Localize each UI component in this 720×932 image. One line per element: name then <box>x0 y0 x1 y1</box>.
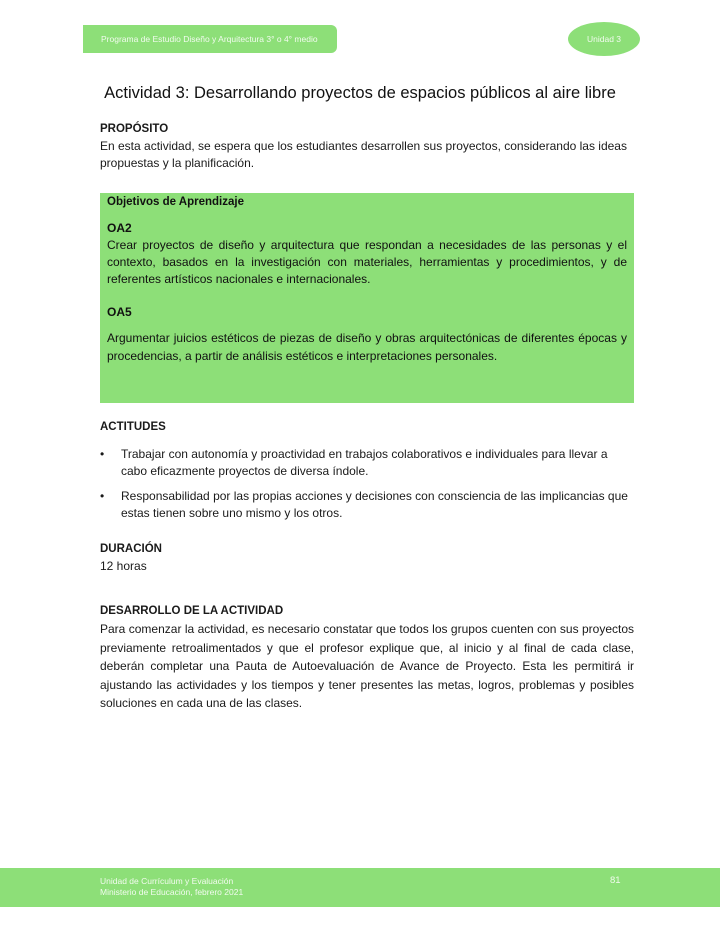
attitude-text: Responsabilidad por las propias acciones y decisiones con consciencia de las implicancias que estas tienen sobre uno mismo y los otros. <box>121 489 628 520</box>
oa2-code: OA2 <box>107 221 132 235</box>
development-text: Para comenzar la actividad, es necesario constatar que todos los grupos cuenten con sus proyectos previamente retroalimentados y que el profesor explique que, al inicio y al final de cada clase, deberán completar una Pauta de Autoevaluación de Avance de Proyecto. Esta les permitirá ir ajustando las actividades y los tiempos y tener presentes las metas, logros, problemas y posibles soluciones en cada una de las clases. <box>100 622 634 710</box>
footer-line-2: Ministerio de Educación, febrero 2021 <box>100 887 244 897</box>
purpose-text: En esta actividad, se espera que los estudiantes desarrollen sus proyectos, considerando las ideas propuestas y la planificación. <box>100 139 627 170</box>
unit-label: Unidad 3 <box>586 34 622 44</box>
objectives-heading: Objetivos de Aprendizaje <box>107 196 244 208</box>
attitudes-section <box>100 419 634 530</box>
bullet-icon: • <box>100 447 105 461</box>
duration-heading: DURACIÓN <box>100 543 162 555</box>
page-number: 81 <box>610 875 621 886</box>
page-title: Actividad 3: Desarrollando proyectos de espacios públicos al aire libre <box>104 84 616 102</box>
footer-credits <box>100 876 243 898</box>
purpose-heading: PROPÓSITO <box>100 123 169 135</box>
learning-objectives-box <box>100 193 634 403</box>
attitude-text: Trabajar con autonomía y proactividad en trabajos colaborativos e individuales para llevar a cabo eficazmente proyectos de diversa índole. <box>121 447 608 478</box>
duration-value: 12 horas <box>100 559 147 573</box>
oa5-code: OA5 <box>107 305 132 319</box>
development-section <box>100 603 634 713</box>
duration-section <box>100 541 634 575</box>
footer-line-1: Unidad de Currículum y Evaluación <box>100 876 234 886</box>
oa2-text: Crear proyectos de diseño y arquitectura que respondan a necesidades de las personas y el contexto, basados en la investigación con materiales, herramientas y procedimientos, y de referentes artísticos nacionales e internacionales. <box>107 238 627 286</box>
bullet-icon: • <box>100 489 105 503</box>
list-item <box>100 488 634 522</box>
footer-bar <box>0 868 720 907</box>
oa5-text: Argumentar juicios estéticos de piezas de diseño y obras arquitectónicas de diferentes épocas y procedencias, a partir de análisis estéticos e interpretaciones personales. <box>107 331 627 363</box>
program-label: Programa de Estudio Diseño y Arquitectura 3° o 4° medio <box>101 34 318 44</box>
unit-badge <box>568 22 640 56</box>
purpose-section <box>100 121 634 172</box>
attitudes-list <box>100 446 634 522</box>
program-header-bar <box>83 25 337 53</box>
attitudes-heading: ACTITUDES <box>100 421 166 433</box>
development-heading: DESARROLLO DE LA ACTIVIDAD <box>100 605 284 617</box>
list-item <box>100 446 634 480</box>
